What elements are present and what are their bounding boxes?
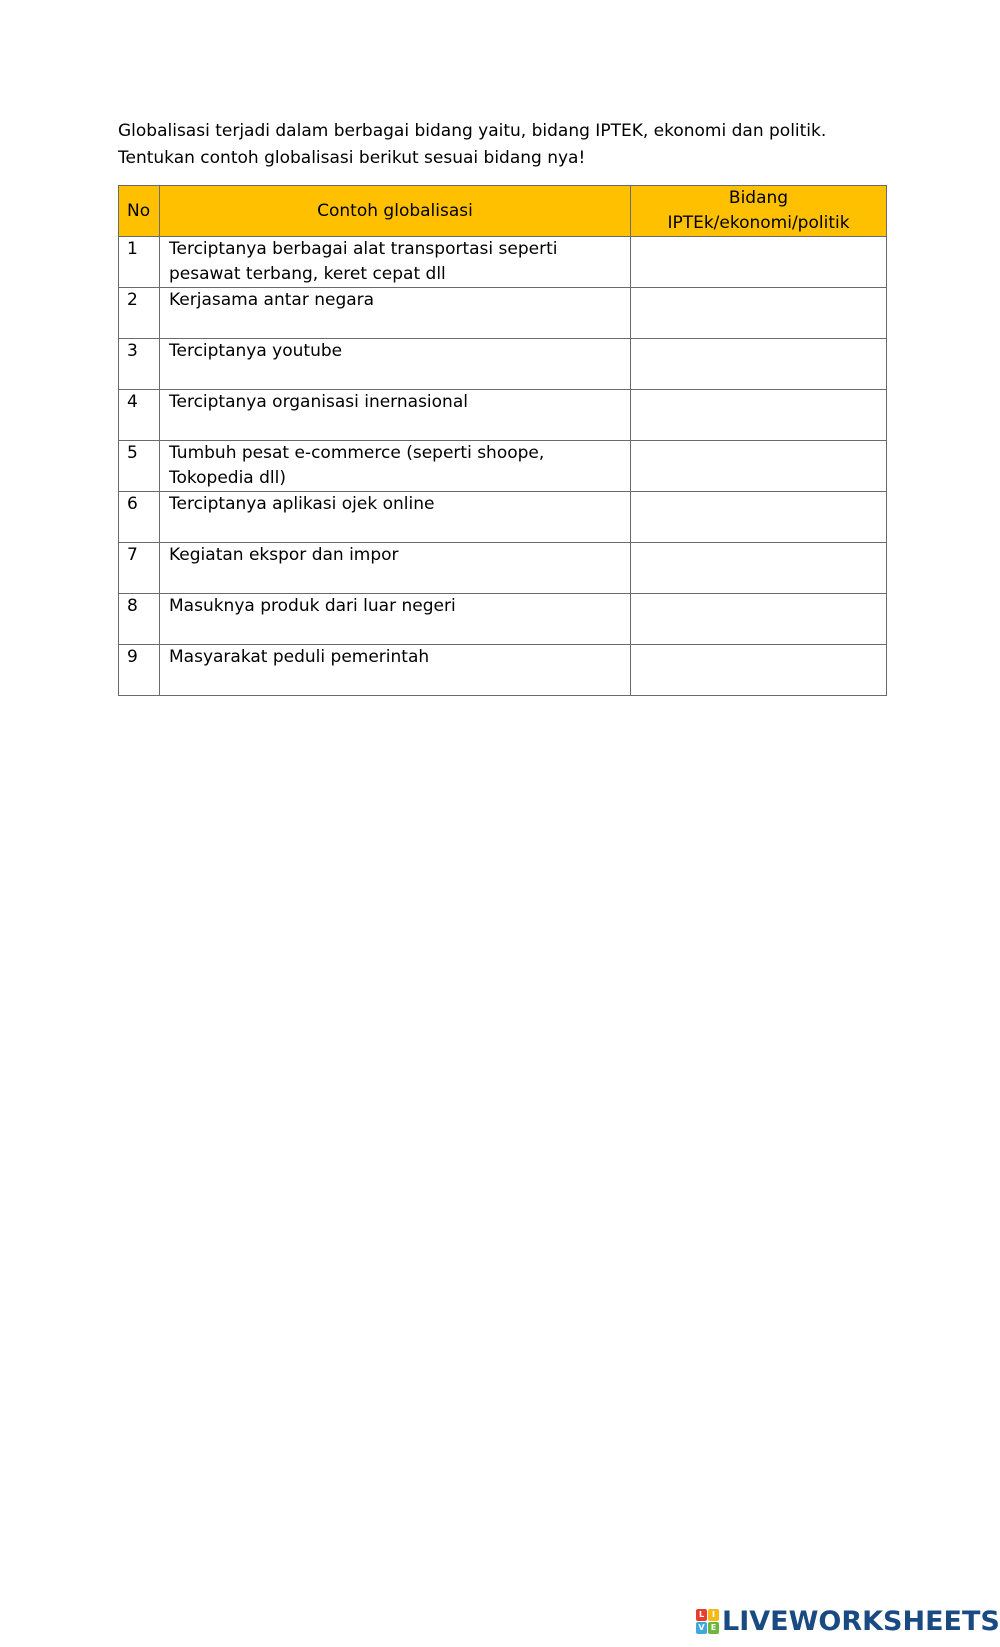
answer-field[interactable] xyxy=(631,492,887,543)
table-body xyxy=(119,237,887,696)
answer-field[interactable] xyxy=(631,237,887,288)
row-example: Kerjasama antar negara xyxy=(160,288,631,339)
instruction-line-1: Globalisasi terjadi dalam berbagai bidang yaitu, bidang IPTEK, ekonomi dan politik. xyxy=(118,121,827,141)
row-example: Masyarakat peduli pemerintah xyxy=(160,645,631,696)
row-number: 5 xyxy=(119,441,160,492)
logo-letter-v: V xyxy=(696,1622,707,1634)
header-no: No xyxy=(119,186,160,237)
table-row xyxy=(119,441,887,492)
row-number: 2 xyxy=(119,288,160,339)
instruction-line-2: Tentukan contoh globalisasi berikut sesuai bidang nya! xyxy=(118,148,586,168)
row-example: Kegiatan ekspor dan impor xyxy=(160,543,631,594)
row-number: 8 xyxy=(119,594,160,645)
table-row xyxy=(119,543,887,594)
answer-field[interactable] xyxy=(631,288,887,339)
logo-letter-e: E xyxy=(708,1622,719,1634)
table-row xyxy=(119,594,887,645)
answer-field[interactable] xyxy=(631,441,887,492)
logo-letter-l: L xyxy=(696,1609,707,1621)
header-example: Contoh globalisasi xyxy=(160,186,631,237)
table-row xyxy=(119,492,887,543)
logo-mark-icon xyxy=(696,1609,720,1635)
liveworksheets-logo xyxy=(696,1608,1000,1636)
answer-field[interactable] xyxy=(631,390,887,441)
globalization-table xyxy=(118,185,887,696)
row-number: 3 xyxy=(119,339,160,390)
row-example: Terciptanya organisasi inernasional xyxy=(160,390,631,441)
instructions xyxy=(118,118,918,172)
answer-field[interactable] xyxy=(631,594,887,645)
table-row xyxy=(119,288,887,339)
table-row xyxy=(119,390,887,441)
row-example: Terciptanya youtube xyxy=(160,339,631,390)
answer-field[interactable] xyxy=(631,543,887,594)
row-example: Terciptanya berbagai alat transportasi seperti pesawat terbang, keret cepat dll xyxy=(160,237,631,288)
row-number: 1 xyxy=(119,237,160,288)
row-number: 9 xyxy=(119,645,160,696)
header-field xyxy=(631,186,887,237)
header-field-line-1: Bidang xyxy=(728,188,789,208)
row-number: 4 xyxy=(119,390,160,441)
table-row xyxy=(119,645,887,696)
row-number: 7 xyxy=(119,543,160,594)
table-row xyxy=(119,339,887,390)
row-example: Terciptanya aplikasi ojek online xyxy=(160,492,631,543)
table-row xyxy=(119,237,887,288)
answer-field[interactable] xyxy=(631,339,887,390)
row-example: Masuknya produk dari luar negeri xyxy=(160,594,631,645)
table-header-row xyxy=(119,186,887,237)
row-example: Tumbuh pesat e-commerce (seperti shoope, Tokopedia dll) xyxy=(160,441,631,492)
logo-letter-i: I xyxy=(708,1609,719,1621)
row-number: 6 xyxy=(119,492,160,543)
header-field-line-2: IPTEk/ekonomi/politik xyxy=(667,213,850,233)
logo-text: LIVEWORKSHEETS xyxy=(722,1606,1000,1637)
answer-field[interactable] xyxy=(631,645,887,696)
